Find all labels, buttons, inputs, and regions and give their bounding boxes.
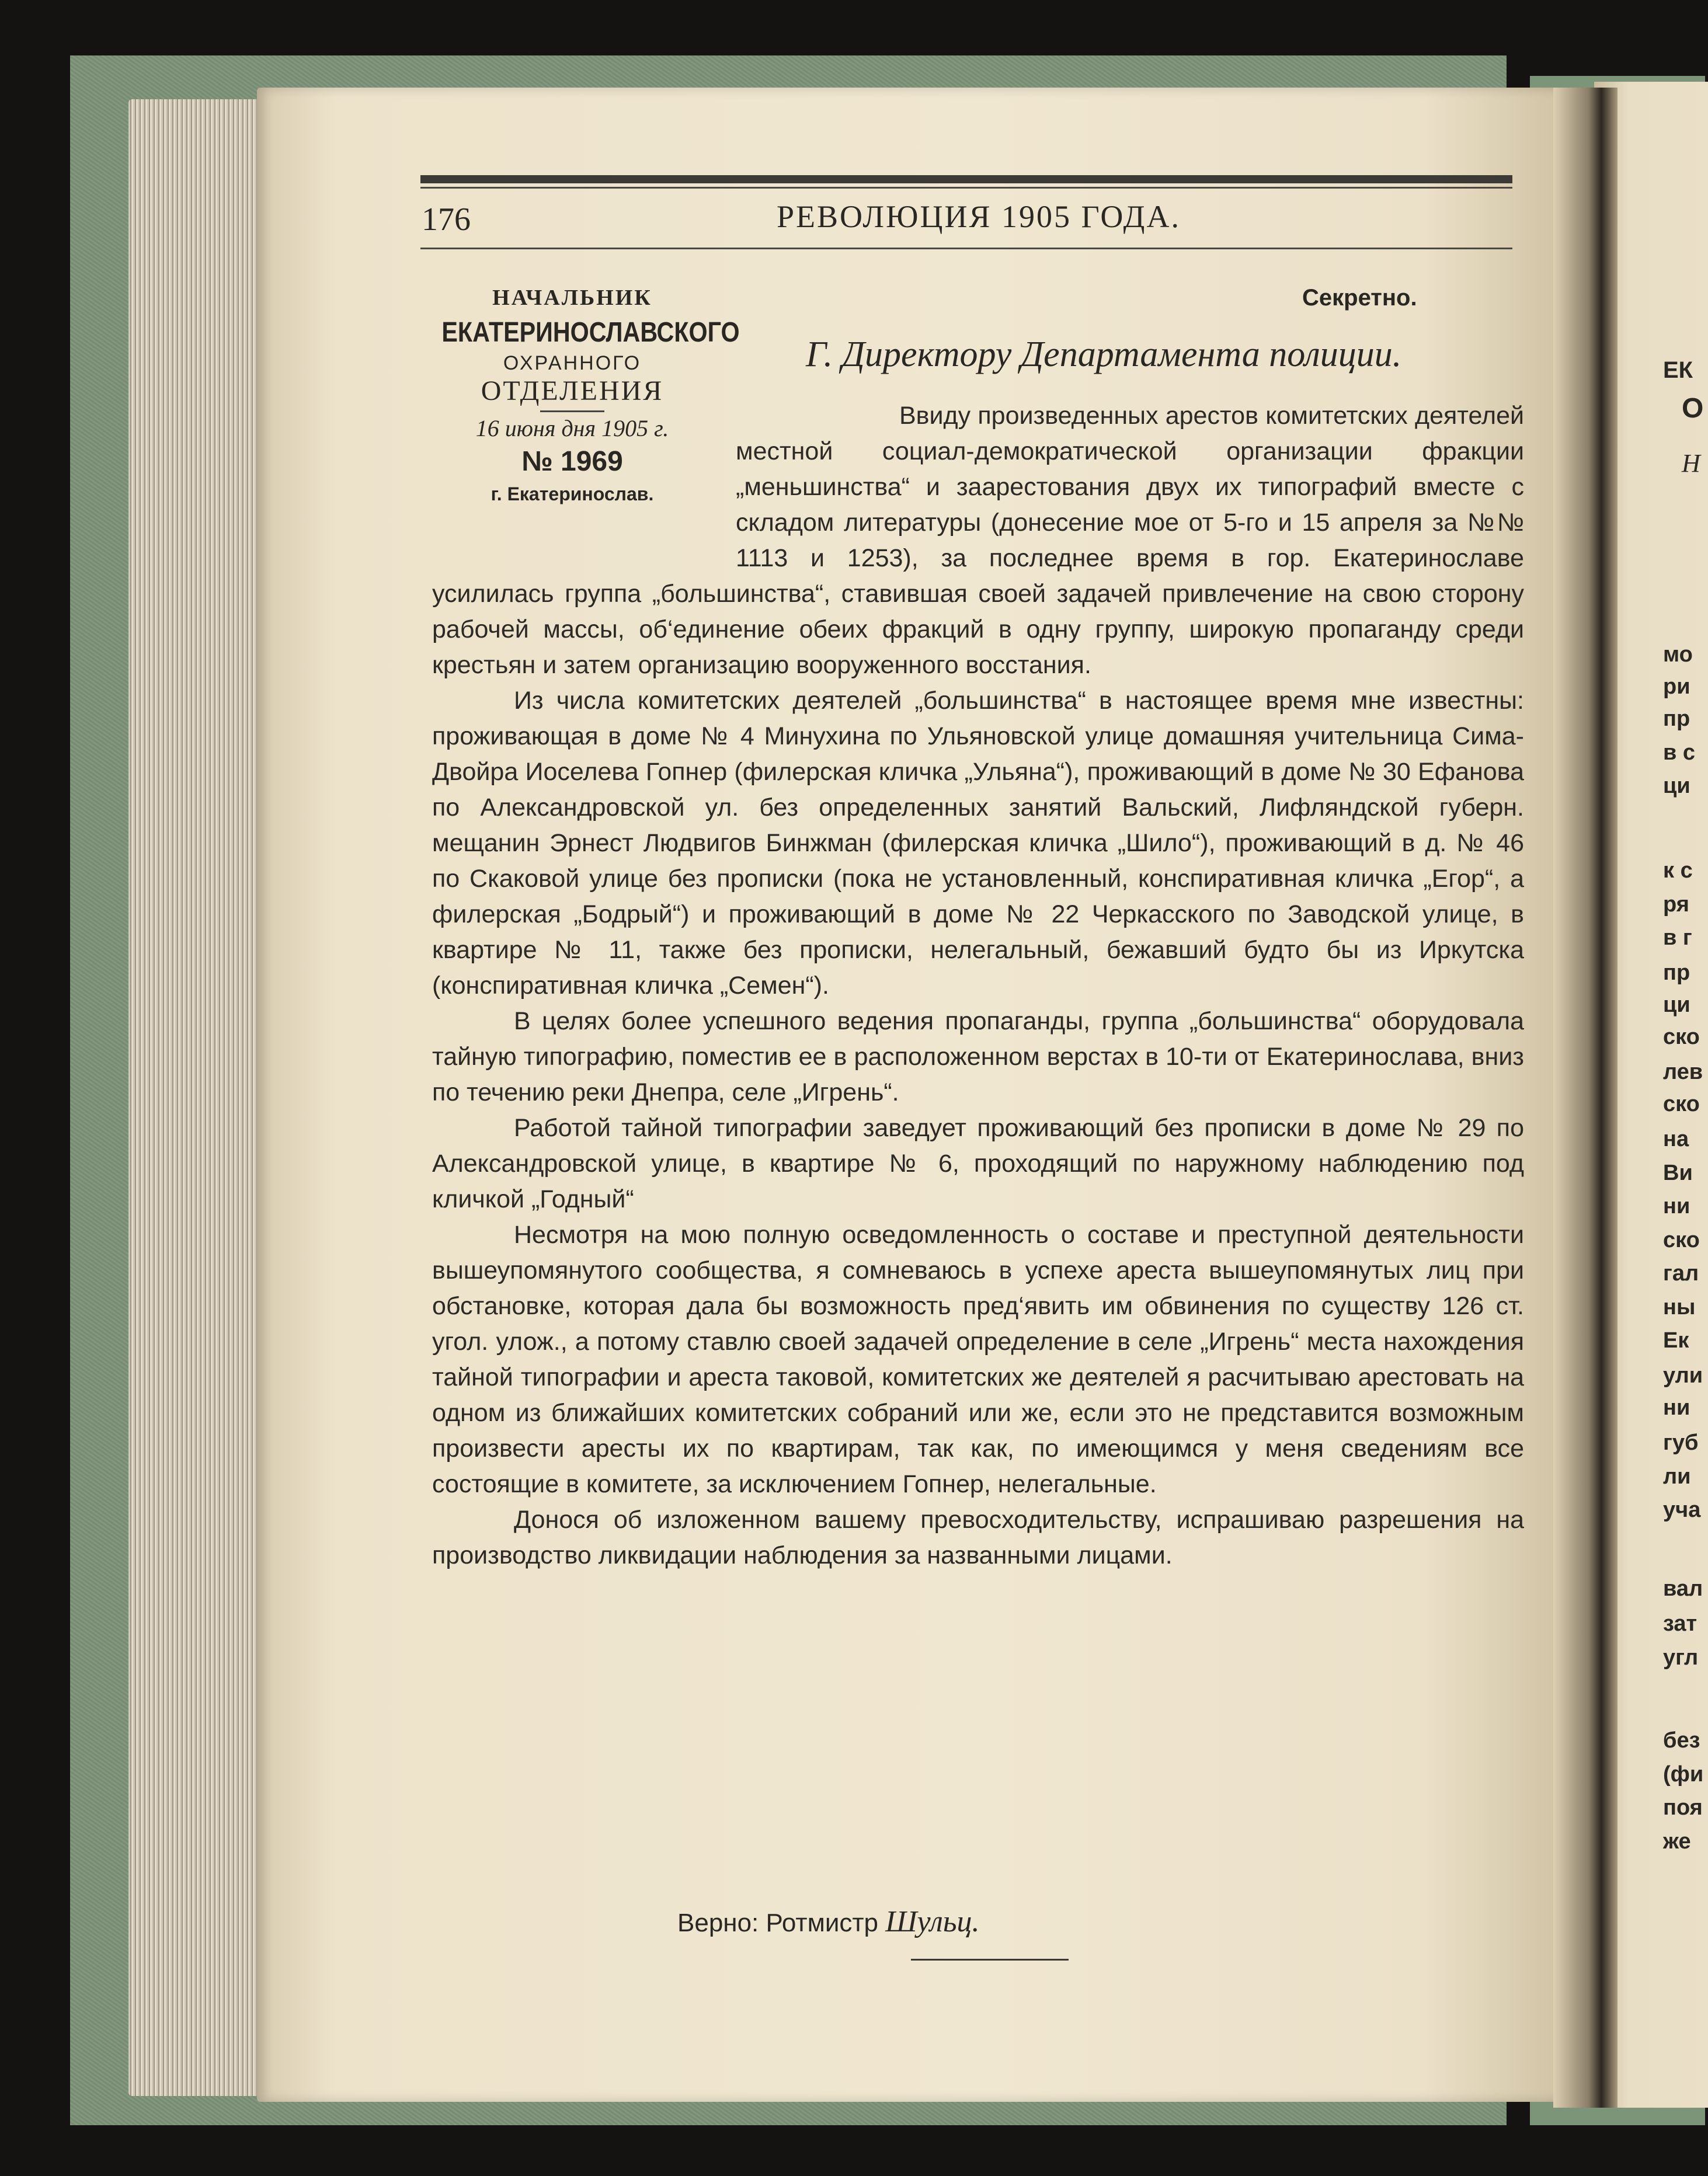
- secret-mark: Секретно.: [1302, 285, 1417, 311]
- signature-name: Шульц.: [885, 1905, 980, 1938]
- signature-prefix: Верно: Ротмистр: [677, 1909, 879, 1937]
- right-page-line-fragment: на: [1663, 1127, 1689, 1151]
- paragraph-6: Донося об изложенном вашему превосходительству, испрашиваю разрешения на производство ликвидации наблюдения за названными лицами.: [432, 1506, 1524, 1569]
- right-page-line-fragment: ря: [1663, 892, 1689, 917]
- sender-date: 16 июня дня 1905 г.: [475, 415, 669, 441]
- right-page-line-fragment: ли: [1663, 1464, 1691, 1489]
- right-page-line-fragment: ни: [1663, 1194, 1690, 1218]
- header-bottom-rule: [420, 248, 1512, 249]
- sender-line-2: ЕКАТЕРИНОСЛАВСКОГО: [441, 317, 740, 348]
- right-page-line-fragment: ри: [1663, 674, 1690, 699]
- addressee: Г. Директору Департамента полиции.: [806, 335, 1402, 374]
- right-page-line-fragment: ско: [1663, 1092, 1700, 1116]
- right-page-line-fragment: ци: [1663, 774, 1690, 798]
- right-page-line-fragment: (фи: [1663, 1762, 1704, 1787]
- right-page-line-fragment: поя: [1663, 1795, 1703, 1820]
- header-thin-rule: [420, 187, 1512, 189]
- right-page-line-fragment: ны: [1663, 1295, 1696, 1319]
- sender-number: № 1969: [521, 446, 623, 477]
- paragraph-1-text: Ввиду произведенных арестов комитетских деятелей местной социал-демократической организации фракции „меньшинства“ и заарестования двух их типографий вместе с складом литературы (донесение мое от 5-го и 15 апреля за №№ 1113 и 1253), за последнее время в гор. Екатеринославе усилилась группа „большинства“, ставившая своей задачей привлечение на свою сторону рабочей массы, об‘единение обеих фракций в одну группу, широкую пропаганду среди крестьян и затем организацию вооруженного восстания.: [432, 402, 1524, 679]
- right-page-line-fragment: Ви: [1663, 1161, 1693, 1185]
- right-page-line-fragment: лев: [1663, 1060, 1703, 1084]
- right-page-line-fragment: без: [1663, 1728, 1700, 1753]
- right-page-line-fragment: в с: [1663, 740, 1696, 765]
- header-thick-rule: [420, 175, 1512, 183]
- right-page-line-fragment: ци: [1663, 993, 1690, 1017]
- right-page-head-2: О: [1682, 393, 1704, 424]
- right-page-line-fragment: ско: [1663, 1228, 1700, 1252]
- page-edges: [128, 99, 269, 2096]
- right-page-head-3: Н: [1682, 449, 1700, 478]
- right-page-line-fragment: же: [1663, 1829, 1691, 1854]
- sender-line-3: ОХРАННОГО: [503, 352, 642, 374]
- sender-line-4: ОТДЕЛЕНИЯ: [481, 375, 664, 406]
- right-page-line-fragment: гал: [1663, 1261, 1699, 1286]
- right-page-line-fragment: зат: [1663, 1611, 1697, 1636]
- sender-place: г. Екатеринослав.: [491, 483, 654, 504]
- signature: [677, 1905, 980, 1939]
- right-page-line-fragment: мо: [1663, 642, 1693, 667]
- closing-rule: [911, 1959, 1069, 1961]
- letter-body: [432, 398, 1524, 1573]
- paragraph-2: Из числа комитетских деятелей „большинства“ в настоящее время мне известны: проживающая в доме № 4 Минухина по Ульяновской улице домашняя учительница Сима-Двойра Иоселева Гопнер (филерская кличка „Ульяна“), проживающий в доме № 30 Ефанова по Александровской ул. без определенных занятий Вальский, Лифляндской губерн. мещанин Эрнест Людвигов Бинжман (филерская кличка „Шило“), проживающий в д. № 46 по Скаковой улице без прописки (пока не установленный, конспиративная кличка „Егор“, а филерская „Бодрый“) и проживающий в доме № 22 Черкасского по Заводской улице, в квартире № 11, также без прописки, нелегальный, бежавший будто бы из Иркутска (конспиративная кличка „Семен“).: [432, 687, 1524, 1000]
- right-page-head-1: ЕК: [1663, 357, 1693, 383]
- right-page-line-fragment: пр: [1663, 706, 1690, 731]
- right-page-line-fragment: угл: [1663, 1645, 1699, 1670]
- paragraph-4: Работой тайной типографии заведует проживающий без прописки в доме № 29 по Александровской улице, в квартире № 6, проходящий по наружному наблюдению под кличкой „Годный“: [432, 1114, 1524, 1213]
- right-page-line-fragment: ни: [1663, 1395, 1690, 1420]
- right-page-line-fragment: Ек: [1663, 1328, 1689, 1353]
- right-page-line-fragment: вал: [1663, 1576, 1703, 1601]
- right-page-line-fragment: ско: [1663, 1025, 1700, 1049]
- right-page-line-fragment: в г: [1663, 925, 1692, 950]
- right-page-line-fragment: губ: [1663, 1430, 1699, 1455]
- sender-line-1: НАЧАЛЬНИК: [492, 286, 652, 310]
- right-page-line-fragment: ули: [1663, 1363, 1703, 1388]
- page-number: 176: [422, 201, 471, 238]
- paragraph-5: Несмотря на мою полную осведомленность о составе и преступной деятельности вышеупомянутого сообщества, я сомневаюсь в успехе ареста вышеупомянутых лиц при обстановке, которая дала бы возможность пред‘явить им обвинения по существу 126 ст. угол. улож., а потому ставлю своей задачей определение в селе „Игрень“ места нахождения тайной типографии и ареста таковой, комитетских же деятелей я расчитываю арестовать на одном из ближайших комитетских собраний или же, если это не представится возможным произвести аресты их по квартирам, так как, по имеющимся у меня сведениям все состоящие в комитете, за исключением Гопнер, нелегальные.: [432, 1221, 1524, 1498]
- running-title: РЕВОЛЮЦИЯ 1905 ГОДА.: [777, 199, 1181, 234]
- paragraph-3: В целях более успешного ведения пропаганды, группа „большинства“ оборудовала тайную типографию, поместив ее в расположенном верстах в 10-ти от Екатеринослава, вниз по течению реки Днепра, селе „Игрень“.: [432, 1007, 1524, 1106]
- right-page-line-fragment: уча: [1663, 1498, 1701, 1522]
- right-page-line-fragment: пр: [1663, 960, 1690, 985]
- book-gutter: [1553, 88, 1617, 2108]
- paragraph-1: [432, 398, 1524, 683]
- right-page-line-fragment: к с: [1663, 858, 1693, 883]
